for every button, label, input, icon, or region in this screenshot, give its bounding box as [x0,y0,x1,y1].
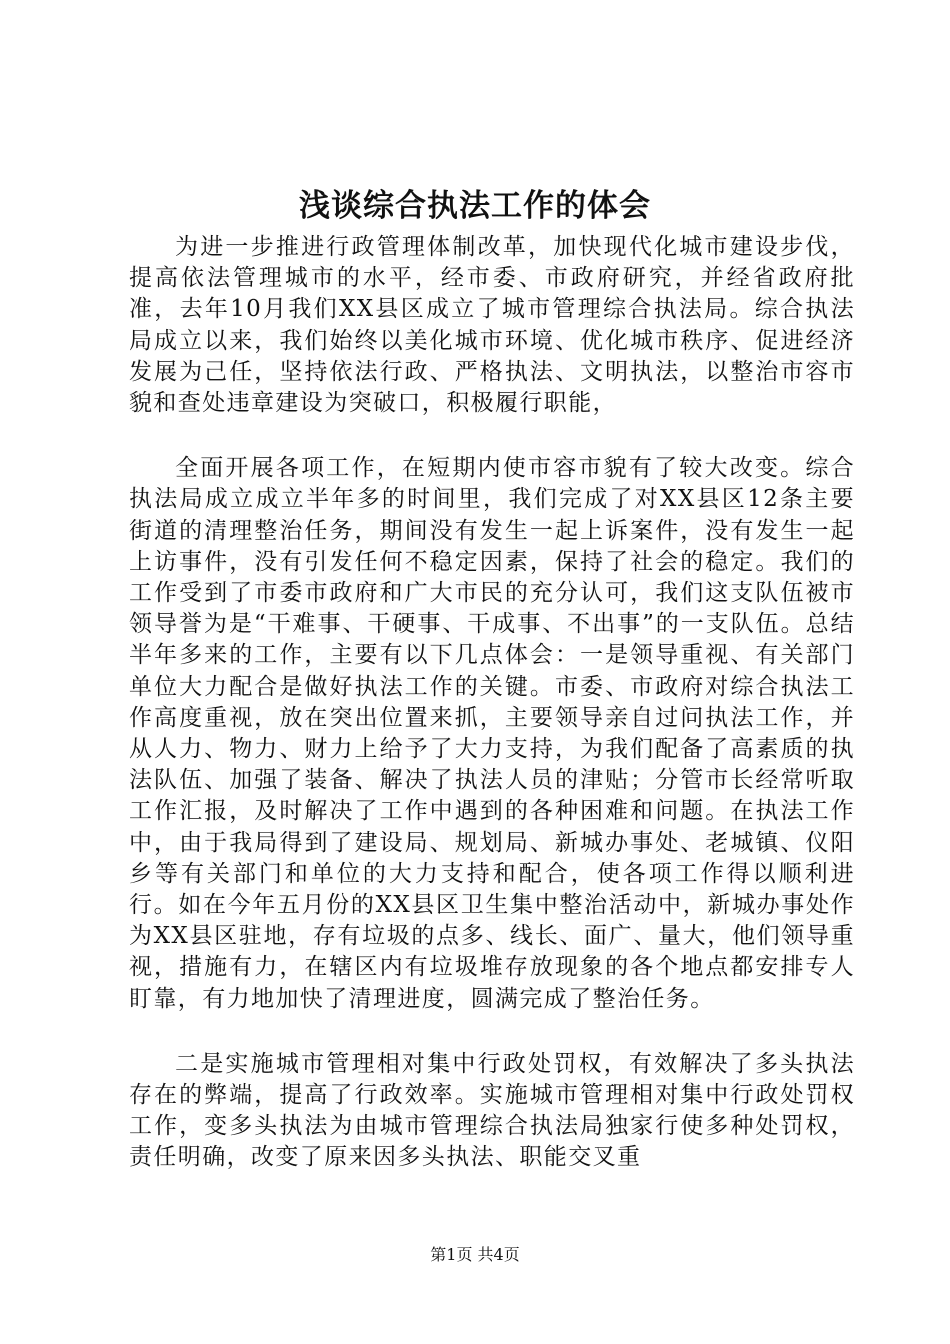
page-footer: 第1页 共4页 [430,1245,520,1264]
document-body [129,232,855,1174]
paragraph-2: 全面开展各项工作，在短期内使市容市貌有了较大改变。综合执法局成立成立半年多的时间里，我们完成了对XX县区12条主要街道的清理整治任务，期间没有发生一起上诉案件，没有发生一起上访事件，没有引发任何不稳定因素，保持了社会的稳定。我们的工作受到了市委市政府和广大市民的充分认可，我们这支队伍被市领导誉为是“干难事、干硬事、干成事、不出事”的一支队伍。总结半年多来的工作，主要有以下几点体会：一是领导重视、有关部门单位大力配合是做好执法工作的关键。市委、市政府对综合执法工作高度重视，放在突出位置来抓，主要领导亲自过问执法工作，并从人力、物力、财力上给予了大力支持，为我们配备了高素质的执法队伍、加强了装备、解决了执法人员的津贴；分管市长经常听取工作汇报，及时解决了工作中遇到的各种困难和问题。在执法工作中，由于我局得到了建设局、规划局、新城办事处、老城镇、仪阳乡等有关部门和单位的大力支持和配合，使各项工作得以顺利进行。如在今年五月份的XX县区卫生集中整治活动中，新城办事处作为XX县区驻地，存有垃圾的点多、线长、面广、量大，他们领导重视，措施有力，在辖区内有垃圾堆存放现象的各个地点都安排专人盯靠，有力地加快了清理进度，圆满完成了整治任务。 [129,455,855,1012]
paragraph-3: 二是实施城市管理相对集中行政处罚权，有效解决了多头执法存在的弊端，提高了行政效率。实施城市管理相对集中行政处罚权工作，变多头执法为由城市管理综合执法局独家行使多种处罚权，责任明确，改变了原来因多头执法、职能交叉重 [129,1050,855,1171]
paragraph-1: 为进一步推进行政管理体制改革，加快现代化城市建设步伐，提高依法管理城市的水平，经市委、市政府研究，并经省政府批准，去年10月我们XX县区成立了城市管理综合执法局。综合执法局成立以来，我们始终以美化城市环境、优化城市秩序、促进经济发展为己任，坚持依法行政、严格执法、文明执法，以整治市容市貌和查处违章建设为突破口，积极履行职能， [129,234,855,417]
document-title: 浅谈综合执法工作的体会 [299,188,651,224]
